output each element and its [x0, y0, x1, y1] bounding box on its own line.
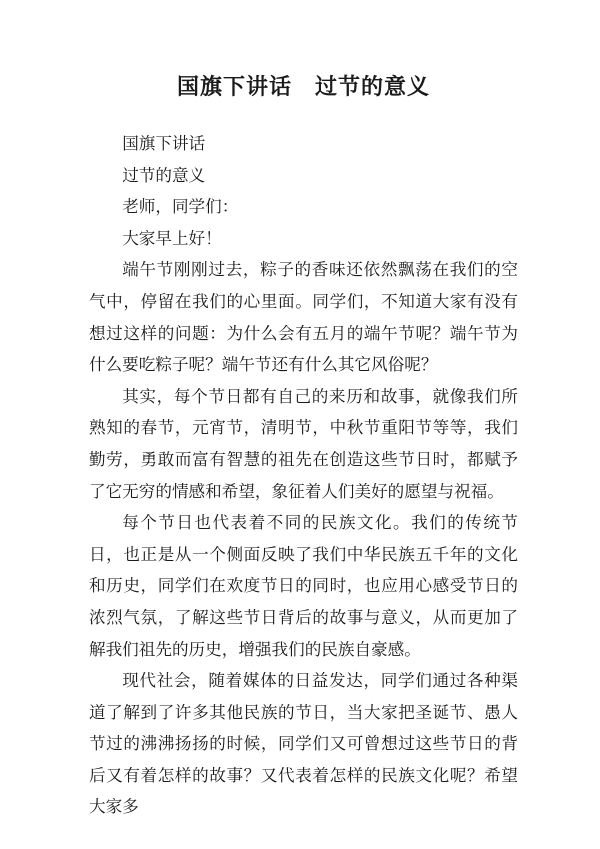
paragraph-heading-2: 过节的意义: [122, 165, 206, 185]
paragraph-salutation: 老师，同学们：: [122, 197, 239, 217]
paragraph-body: 其实，每个节日都有自己的来历和故事，就像我们所熟知的春节，元宵节，清明节，中秋节重阳节等等，我们勤劳，勇敢而富有智慧的祖先在创造这些节日时，都赋予了它无穷的情感和希望，象征着人们美好的愿望与祝福。: [89, 386, 518, 501]
paragraph-heading-1: 国旗下讲话: [122, 134, 206, 153]
paragraph-body: 每个节日也代表着不同的民族文化。我们的传统节日，也正是从一个侧面反映了我们中华民族五千年的文化和历史，同学们在欢度节日的同时，也应用心感受节日的浓烈气氛，了解这些节日背后的故事与意义，从而更加了解我们祖先的历史，增强我们的民族自豪感。: [89, 513, 518, 659]
paragraph-greeting: 大家早上好！: [122, 228, 222, 248]
paragraph-body: 端午节刚刚过去，粽子的香味还依然飘荡在我们的空气中，停留在我们的心里面。同学们，不知道大家有没有想过这样的问题：为什么会有五月的端午节呢？端午节为什么要吃粽子呢？端午节还有什么其它风俗呢？: [89, 260, 518, 375]
paragraph-body: 现代社会，随着媒体的日益发达，同学们通过各种渠道了解到了许多其他民族的节日，当大家把圣诞节、愚人节过的沸沸扬扬的时候，同学们又可曾想过这些节日的背后又有着怎样的故事？又代表着怎样的民族文化呢？希望大家多: [89, 671, 518, 817]
document-title: 国旗下讲话 过节的意义: [176, 74, 430, 100]
